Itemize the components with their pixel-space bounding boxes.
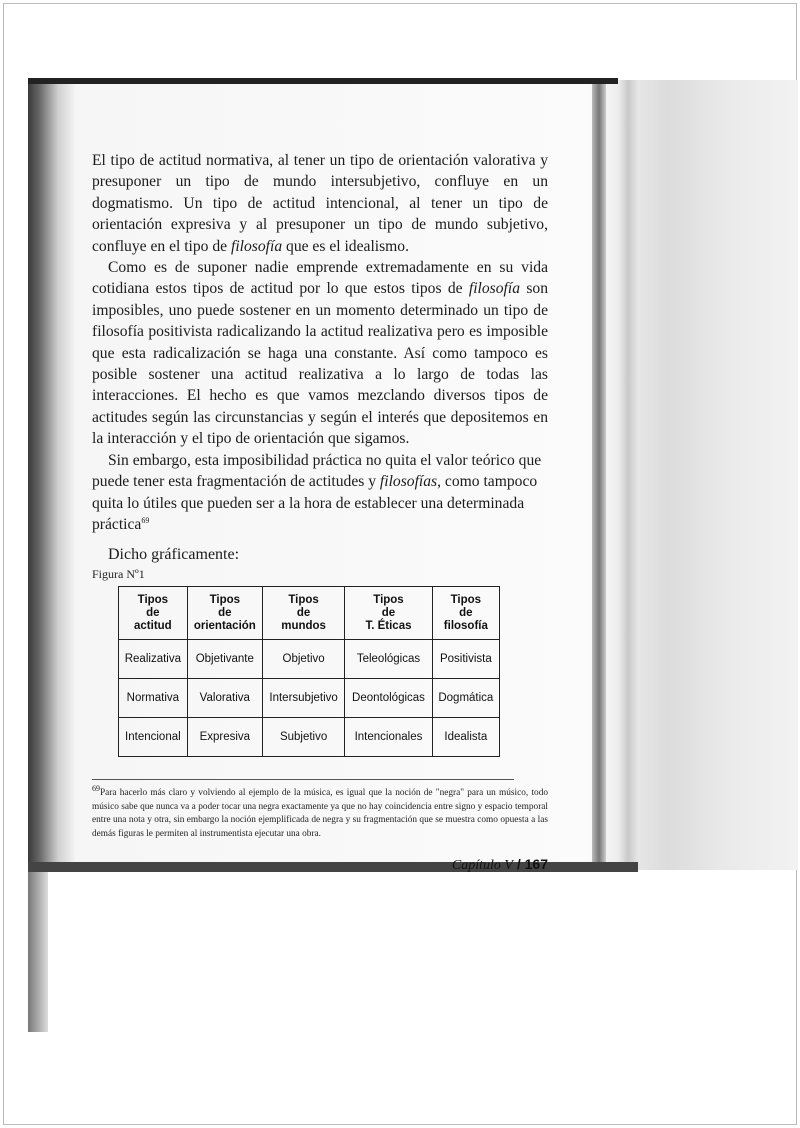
footnote: $^{69}$Para hacerlo más claro y volviendo al ejemplo de la música, es igual que la noción de "negra" para un músico, todo músico sabe que nunca va a poder tocar una negra exactamente ya que no hay coincidencia entre signo y espacio temporal entre una nota y otra, sin embargo la noción ejemplificada de negra y su fragmentación que se muestra como opuesta a las demás figuras le permiten al instrumentista ejecutar una obra. [92,784,548,839]
table-cell: Intencionales [345,718,432,757]
table-cell: Positivista [432,640,499,679]
scan-edge-lower [28,872,48,1032]
table-cell: Subjetivo [262,718,344,757]
paragraph-1: El tipo de actitud normativa, al tener un tipo de orientación valorativa y presuponer un tipo de mundo intersubjetivo, confluye en un dogmatismo. Un tipo de actitud intencional, al tener un tipo de orientación expresiva y al presuponer un tipo de mundo subjetivo, confluye en el tipo de filosofía que es el idealismo. [92,152,548,255]
table-row [119,679,500,718]
page-footer: Capítulo V / 167 [451,855,548,873]
header-cell: Tipos de orientación [187,587,262,640]
footnote-divider [92,779,514,780]
header-cell: Tipos de filosofía [432,587,499,640]
header-cell: Tipos de T. Éticas [345,587,432,640]
paragraph-3: Sin embargo, esta imposibilidad práctica no quita el valor teórico que puede tener esta fragmentación de actitudes y filosofías, como tampoco quita lo útiles que pueden ser a la hora de establecer una determinada práctica$^{69}$ [92,451,542,533]
figure-table [118,586,500,757]
table-cell: Idealista [432,718,499,757]
table-cell: Normativa [119,679,188,718]
figure-intro: Dicho gráficamente: [108,546,240,564]
table-cell: Intencional [119,718,188,757]
table-cell: Objetivo [262,640,344,679]
book-spine-edge [592,84,606,862]
table-header-row [119,587,500,640]
table-cell: Expresiva [187,718,262,757]
figure-caption: Figura Nº1 [92,567,145,582]
footnote-ref: 69 [141,515,150,525]
header-cell: Tipos de actitud [119,587,188,640]
body-text [92,150,548,535]
table-cell: Deontológicas [345,679,432,718]
table-row [119,718,500,757]
paragraph-2: Como es de suponer nadie emprende extremadamente en su vida cotidiana estos tipos de actitud por lo que estos tipos de filosofía son imposibles, uno puede sostener en un momento determinado un tipo de filosofía positivista radicalizando la actitud realizativa pero es imposible que esta radicalización se haga una constante. Así como tampoco es posible sostener una actitud realizativa a lo largo de todas las interacciones. El hecho es que vamos mezclando diversos tipos de actitudes según las circunstancias y según el interés que depositemos en la interacción y el tipo de orientación que sigamos. [92,259,548,448]
chapter-label: Capítulo V [451,857,513,873]
table-cell: Realizativa [119,640,188,679]
header-cell: Tipos de mundos [262,587,344,640]
table-cell: Objetivante [187,640,262,679]
table-cell: Intersubjetivo [262,679,344,718]
table-row [119,640,500,679]
table-cell: Valorativa [187,679,262,718]
page-content [92,150,548,875]
table-cell: Teleológicas [345,640,432,679]
scan-edge-top [28,78,618,84]
page-number: 167 [524,855,548,872]
table-cell: Dogmática [432,679,499,718]
